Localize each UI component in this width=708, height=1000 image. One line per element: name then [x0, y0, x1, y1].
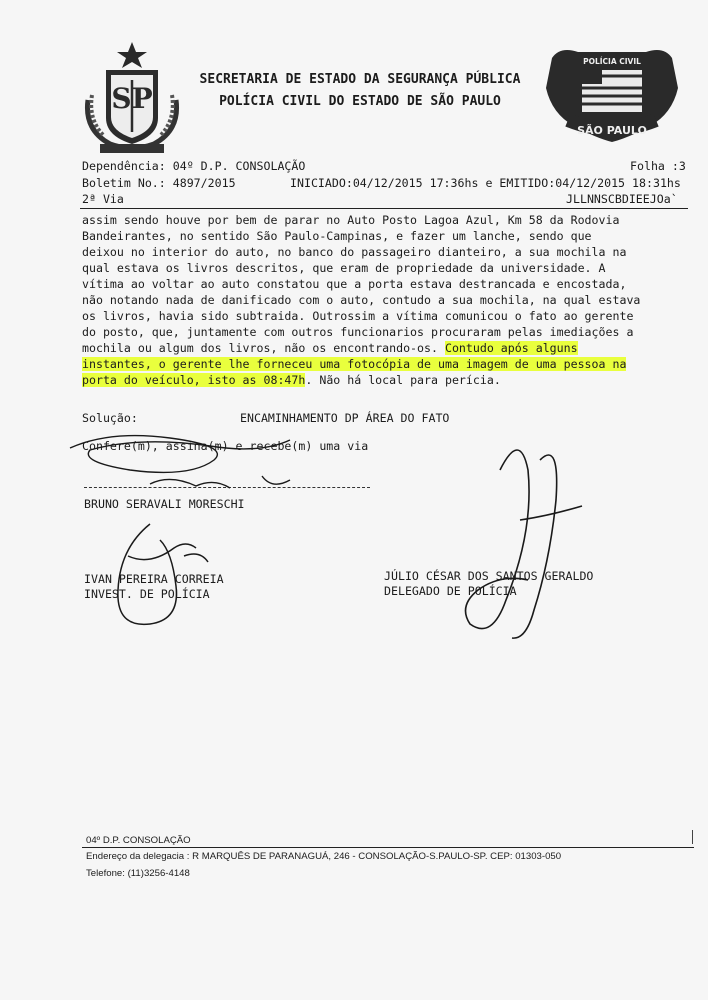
solucao-label: Solução: — [82, 411, 138, 425]
document-title-secretaria: SECRETARIA DE ESTADO DA SEGURANÇA PÚBLICA — [199, 72, 521, 87]
svg-text:SÃO PAULO: SÃO PAULO — [577, 124, 647, 137]
body-line: do posto, que, juntamente com outros funcionarios procuraram pelas imediações a — [82, 325, 634, 339]
svg-text:SP: SP — [111, 82, 153, 115]
body-line: qual estava os livros descritos, que eram de propriedade da universidade. A — [82, 261, 606, 275]
body-line: deixou no interior do auto, no banco do passageiro dianteiro, a sua mochila na — [82, 245, 627, 259]
signatory-bruno-name: BRUNO SERAVALI MORESCHI — [84, 497, 245, 511]
body-line: Bandeirantes, no sentido São Paulo-Campinas, e fazer um lanche, sendo que — [82, 229, 592, 243]
footer-address: Endereço da delegacia : R MARQUÊS DE PARANAGUÁ, 246 - CONSOLAÇÃO-S.PAULO-SP. CEP: 01303-050 — [86, 851, 562, 862]
solucao-value: ENCAMINHAMENTO DP ÁREA DO FATO — [240, 411, 450, 425]
document-title-policia: POLÍCIA CIVIL DO ESTADO DE SÃO PAULO — [219, 94, 501, 109]
highlighted-text: Contudo após alguns — [444, 341, 578, 355]
confere-statement: Confere(m), assina(m) e recebe(m) uma via — [82, 439, 369, 453]
policia-civil-badge-icon — [538, 38, 686, 148]
signatory-ivan-name: IVAN PEREIRA CORREIA — [84, 572, 224, 586]
body-line: não notando nada de danificado com o auto, contudo a sua mochila, na qual estava — [82, 293, 641, 307]
footer-rule — [82, 847, 694, 848]
body-line: assim sendo houve por bem de parar no Auto Posto Lagoa Azul, Km 58 da Rodovia — [82, 213, 620, 227]
dependencia-field: Dependência: 04º D.P. CONSOLAÇÃO — [82, 159, 306, 173]
svg-text:POLÍCIA CIVIL: POLÍCIA CIVIL — [583, 57, 641, 66]
footer-phone: Telefone: (11)3256-4148 — [86, 868, 190, 879]
header-separator — [80, 208, 688, 209]
sp-coat-of-arms-icon — [80, 40, 185, 155]
footer-tick-mark — [692, 830, 693, 844]
footer-unit: 04º D.P. CONSOLAÇÃO — [86, 835, 191, 846]
body-text: . Não há local para perícia. — [305, 373, 501, 387]
signature-line — [84, 487, 370, 488]
body-line — [82, 373, 501, 387]
folha-field: Folha :3 — [630, 159, 686, 173]
highlighted-text: instantes, o gerente lhe forneceu uma fotocópia de uma imagem de uma pessoa na — [82, 357, 627, 371]
signatory-ivan-role: INVEST. DE POLÍCIA — [84, 587, 210, 601]
iniciado-emitido-field: INICIADO:04/12/2015 17:36hs e EMITIDO:04/12/2015 18:31hs — [290, 176, 681, 190]
highlighted-text: porta do veículo, isto as 08:47h — [82, 373, 306, 387]
signatory-julio-name: JÚLIO CÉSAR DOS SANTOS GERALDO — [384, 569, 594, 583]
document-code: JLLNNSCBDIEEJOa` — [566, 192, 678, 206]
body-text: mochila ou algum dos livros, não os encontrando-os. — [82, 341, 445, 355]
boletim-field: Boletim No.: 4897/2015 — [82, 176, 236, 190]
via-field: 2ª Via — [82, 192, 124, 206]
body-line: vítima ao voltar ao auto constatou que a porta estava destrancada e encostada, — [82, 277, 627, 291]
signatory-julio-role: DELEGADO DE POLÍCIA — [384, 584, 517, 598]
body-line — [82, 357, 626, 371]
body-line — [82, 341, 578, 355]
body-line: os livros, havia sido subtraida. Outrossim a vítima comunicou o fato ao gerente — [82, 309, 634, 323]
signature-julio — [466, 450, 583, 638]
